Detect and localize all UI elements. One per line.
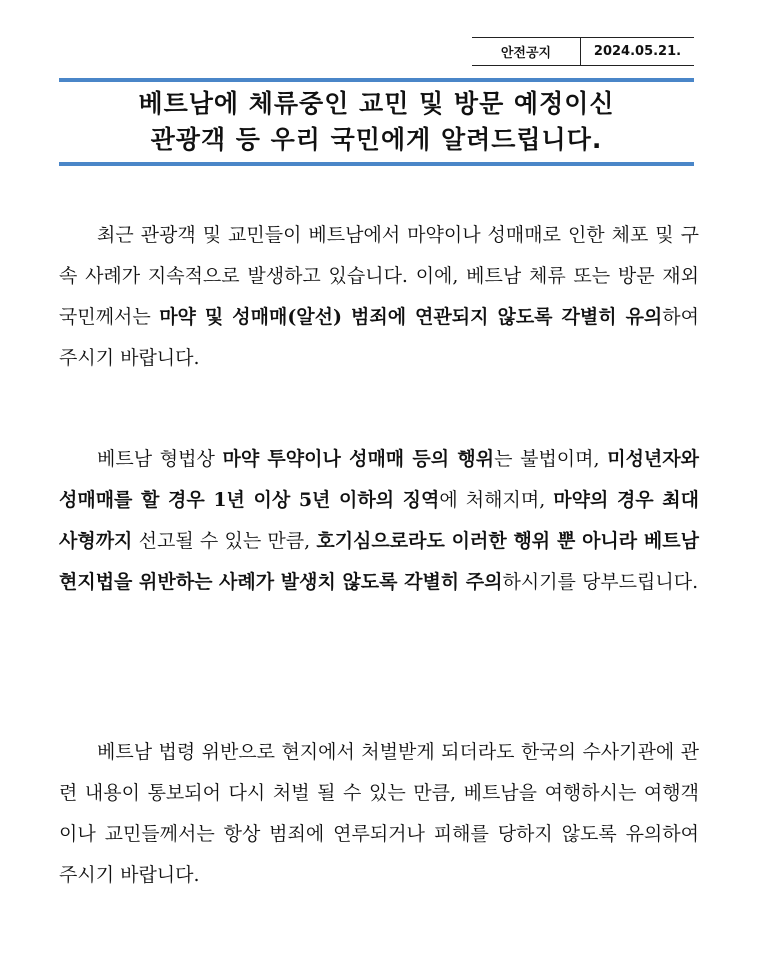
p2-bold-2: 미성년자와 성매매를 할 경우 1년 이상 5년 이하의 징역 — [59, 448, 699, 511]
p2-text-4: 선고될 수 있는 만큼, — [132, 530, 317, 552]
notice-title — [59, 78, 694, 166]
p2-text-1: 베트남 형법상 — [97, 448, 223, 470]
notice-meta — [472, 37, 694, 66]
p2-bold-1: 마약 투약이나 성매매 등의 행위 — [222, 448, 495, 470]
p1-text-1: 최근 관광객 및 교민들이 베트남에서 마약이나 성매매로 인한 체포 및 구속 사례가 지속적으로 발생하고 있습니다. 이에, 베트남 체류 또는 방문 재외국민께서는 — [59, 224, 699, 328]
p3-text: 베트남 법령 위반으로 현지에서 처벌받게 되더라도 한국의 수사기관에 관련 내용이 통보되어 다시 처벌 될 수 있는 만큼, 베트남을 여행하시는 여행객이나 교민들께서는 항상 범죄에 연루되거나 피해를 당하지 않도록 유의하여 주시기 바랍니다. — [59, 741, 699, 886]
p1-text-2: 하여 주시기 바랍니다. — [59, 306, 700, 369]
title-line-1: 베트남에 체류중인 교민 및 방문 예정이신 — [138, 89, 615, 118]
paragraph-1 — [59, 215, 699, 379]
p2-text-5: 하시기를 당부드립니다. — [502, 571, 699, 593]
p2-bold-4: 호기심으로라도 이러한 행위 뿐 아니라 베트남 현지법을 위반하는 사례가 발생치 않도록 각별히 주의 — [59, 530, 699, 593]
notice-date: 2024.05.21. — [593, 44, 682, 59]
title-line-2: 관광객 등 우리 국민에게 알려드립니다. — [150, 125, 603, 154]
notice-category: 안전공지 — [472, 38, 581, 65]
paragraph-3 — [59, 732, 699, 896]
p2-bold-3: 마약의 경우 최대 사형까지 — [59, 489, 699, 552]
p2-text-2: 는 불법이며, — [494, 448, 608, 470]
p1-bold-1: 마약 및 성매매(알선) 범죄에 연관되지 않도록 각별히 유의 — [159, 306, 663, 328]
paragraph-2 — [59, 439, 699, 603]
p2-text-3: 에 처해지며, — [439, 489, 554, 511]
